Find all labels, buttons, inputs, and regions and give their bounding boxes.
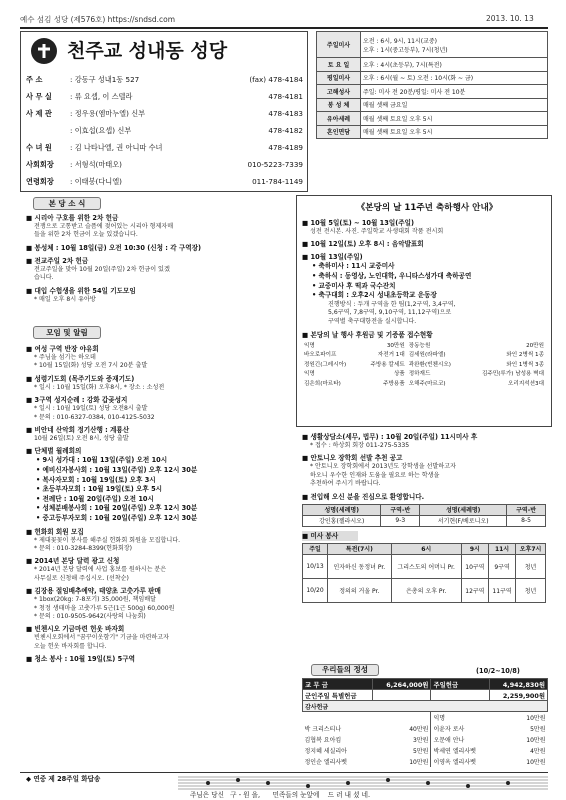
news-list xyxy=(26,213,288,307)
thanks-cell: 이영옥 엘리사벳 xyxy=(431,756,489,767)
table-cell: 강인홍(젤라시오) xyxy=(303,515,381,526)
notice-body: * 2014년 본당 달력에 사업 홍보를 원하시는 분은 사무실로 신청해 주십시오. (선착순) xyxy=(34,566,167,582)
thanks-cell: 10만원 xyxy=(526,758,546,766)
table-header-cell: 특전(7시) xyxy=(328,543,392,554)
event-sub-item: • 축구대회 : 오후2시 성내초등학교 운동장 xyxy=(312,291,437,300)
notice-body: 10월 26일(토) 오전 8시, 성당 출발 xyxy=(34,435,129,443)
lector-title: ■ 미사 봉사 xyxy=(302,531,358,541)
notice-body: 전쟁으로 고통받고 슬픔에 젖어있는 시리아 형제자매 들을 위한 2차 헌금이 오늘 있겠습니다. xyxy=(34,223,174,239)
notice-title: ■ 안토니오 장학회 선발 추천 공고 xyxy=(302,454,403,463)
bulletin-header-left: 예수 섬김 성당 (제576호) https://sndsd.com xyxy=(20,15,176,24)
notice-body: * 안토니오 장학회에서 2013년도 장학생을 선발하고자 하오니 우수한 인재와 도움을 필요로 하는 학생을 추천하여 주시기 바랍니다. xyxy=(310,463,456,488)
donor-cell: 정원긴(그레시아) xyxy=(304,361,347,368)
parish-row xyxy=(26,71,303,88)
parish-row xyxy=(26,105,303,122)
table-header-cell: 성명(세례명) xyxy=(303,504,381,515)
mass-value: 매월 셋째 토요일 오후 5시 xyxy=(361,125,548,139)
mass-value: 매월 셋째 토요일 오후 5시 xyxy=(361,112,548,126)
thanks-cell: 익명 xyxy=(431,712,489,723)
mass-label: 봉 성 체 xyxy=(317,98,361,112)
music-staff xyxy=(178,775,548,791)
parish-row-phone: 011-784-1149 xyxy=(252,177,303,186)
meetings-list xyxy=(26,344,288,667)
mass-row xyxy=(317,125,548,139)
table-header-cell: 6시 xyxy=(391,543,461,554)
thanks-cell: 5만원 xyxy=(413,747,429,755)
event-sub-item: • 축하식 : 동영상, 노인대학, 우니타스성가대 축하공연 xyxy=(312,272,472,280)
notice-title: ■ 생활상담소(세무, 법무) : 10월 20일(주일) 11시미사 후 xyxy=(302,433,478,441)
notice-title: ■ 비안네 산악회 정기산행 : 계룡산 xyxy=(26,426,130,435)
notice-title: ■ 단체별 월례회의 xyxy=(26,447,82,456)
anniversary-events xyxy=(302,218,546,388)
thanks-cell: 정인순 엘리사벳 xyxy=(304,758,347,766)
event-sub-item: • 축하미사 : 11시 교중미사 xyxy=(312,262,395,271)
notice-title: ■ 2014년 본당 달력 광고 신청 xyxy=(26,557,120,566)
parish-row-phone: (fax) 478-4184 xyxy=(249,75,303,84)
thanks-cell: 4만원 xyxy=(530,747,546,755)
mass-row xyxy=(317,58,548,72)
mass-row xyxy=(317,71,548,85)
table-header-cell: 9시 xyxy=(461,543,488,554)
thanks-cell: 5만원 xyxy=(530,725,546,733)
notice-title: ■ 전교주일 2차 헌금 xyxy=(26,256,89,265)
mass-row xyxy=(317,112,548,126)
notice-title: ■ 전입해 오신 분을 진심으로 환영합니다. xyxy=(302,492,425,501)
hymn-title: ◆ 연중 제 28주일 화답송 xyxy=(26,775,101,783)
donor-cell: 자전거 1대 xyxy=(377,352,405,359)
parish-row-value: : 정우용(엠마누엘) 신부 xyxy=(70,109,146,118)
notice-title: ■ 봉성체 : 10월 18일(금) 오전 10:30 (신청 : 각 구역장) xyxy=(26,243,202,252)
table-cell: 9-3 xyxy=(381,515,420,526)
donor-cell: 와인 2병씩 1종 xyxy=(506,352,544,359)
notice-title: ■ 김장용 절임배추예약, 태양초 고춧가루 판매 xyxy=(26,587,161,596)
parish-row-value: : 이태봉(다니엘) xyxy=(70,177,122,186)
parish-row-phone: 478-4181 xyxy=(268,92,303,101)
parish-row-phone: 478-4182 xyxy=(268,126,303,135)
notices-list xyxy=(302,432,546,603)
mass-value: 오후 : 4시(초등부), 7시(특전) xyxy=(361,58,548,72)
finance-cell xyxy=(373,690,431,701)
table-header-cell: 주일 xyxy=(303,543,328,554)
parish-row-value: : 강동구 성내1동 527 xyxy=(70,75,140,84)
meeting-item: • 성체분배봉사회 : 10월 20일(주일) 오후 12시 30분 xyxy=(36,504,198,513)
donors-table xyxy=(302,340,546,388)
table-cell: 11구역 xyxy=(488,578,515,602)
finance-title: 우리들의 정성 xyxy=(311,664,379,676)
notice-body: * 1box(20kg: 7-8포기) 35,000원, 책임배달 * 청정 생태마을 고춧가루 5근(1근 500g) 60,000원 * 문의 : 010-9505-9642(사랑의 나눔회) xyxy=(34,596,175,621)
thanks-cell: 40만원 xyxy=(409,725,429,733)
table-cell: 정의의 거울 Pr. xyxy=(328,578,392,602)
parish-row-value: : 서형석(마태오) xyxy=(70,160,122,169)
event-sub-item: • 교중미사 후 떡과 국수잔치 xyxy=(312,281,396,290)
notice-body: * 접수 : 하상회 회장 011-275-5335 xyxy=(310,442,410,449)
finance-cell: 군인주일 특별헌금 xyxy=(303,690,373,701)
thanks-cell: 3만원 xyxy=(413,736,429,744)
meeting-item: • 복사자모회 : 10월 19일(토) 오후 3시 xyxy=(36,475,156,484)
donor-cell: 익명 xyxy=(304,342,315,349)
meetings-section-title: 모임 및 알림 xyxy=(33,326,101,339)
mass-schedule-table xyxy=(316,31,548,139)
lector-table xyxy=(302,543,546,603)
donor-cell: 정하재드 xyxy=(408,371,431,378)
notice-body: * 일시 : 10월 19일(토) 성당 오전8시 출발 * 문의 : 010-6327-0384, 010-4125-5032 xyxy=(34,405,155,421)
mass-label: 평일미사 xyxy=(317,71,361,85)
notice-title: ■ 대입 수험생을 위한 54일 기도모임 xyxy=(26,286,136,295)
donor-cell: 바오로파이프 xyxy=(304,352,337,359)
thanks-cell: 김협복 요아킴 xyxy=(304,736,342,744)
finance-cell: 4,942,830원 xyxy=(489,679,547,690)
meeting-item: • 초등부자모회 : 10월 19일(토) 오후 5시 xyxy=(36,485,163,494)
parish-row-phone: 478-4189 xyxy=(268,143,303,152)
table-header-cell: 11시 xyxy=(488,543,515,554)
finance-cell: 교 무 금 xyxy=(303,679,373,690)
parish-row-value: : 김 나타나엘, 권 아니따 수녀 xyxy=(70,143,163,152)
welcome-table xyxy=(302,504,546,527)
parish-row xyxy=(26,88,303,105)
notice-body: * 주님을 섬기는 하오데 * 10월 15일(화) 성당 오전 7시 20분 출발 xyxy=(34,354,148,370)
event-sub-body: 진행방식 : 두개 구역을 한 팀(1,2구역, 3,4구역, 5,6구역, 7,8구역, 9,10구역, 11,12구역)으로 구역별 축구대항전을 실시합니다. xyxy=(328,300,456,325)
parish-row xyxy=(26,139,303,156)
parish-name: 천주교 성내동 성당 xyxy=(67,40,228,62)
notice-title: ■ 3구역 성지순례 : 강화 갑곶성지 xyxy=(26,396,128,405)
table-header-cell: 구역-반 xyxy=(381,504,420,515)
donors-title: ■ 본당의 날 행사 후원금 및 기증품 접수현황 xyxy=(302,331,433,339)
thanks-cell: 정지혜 세실리아 xyxy=(304,747,347,755)
donor-cell: 주방용 칼세트 xyxy=(370,361,405,368)
finance-period: (10/2~10/8) xyxy=(476,667,520,675)
donor-cell: 상품 xyxy=(393,371,405,378)
thanks-cell: 박 크리스티나 xyxy=(304,725,342,733)
table-cell: 서기현(F/베로니오) xyxy=(420,515,507,526)
donor-cell: 오리지석션3대 xyxy=(508,380,544,387)
notice-title: ■ 10월 13일(주일) xyxy=(302,253,363,262)
mass-label: 유아세례 xyxy=(317,112,361,126)
parish-row xyxy=(26,173,303,190)
donor-cell: 장동능원 xyxy=(408,342,431,349)
donor-cell: 20만원 xyxy=(526,342,544,349)
table-cell: 12구역 xyxy=(461,578,488,602)
donor-cell: 와인 1병씩 3종 xyxy=(506,361,544,368)
table-cell: 청년 xyxy=(516,578,546,602)
parish-row-value: : 이효섭(요셉) 신부 xyxy=(70,126,132,135)
donor-cell: 주방용품 xyxy=(383,380,405,387)
mass-row xyxy=(317,98,548,112)
table-cell: 그리스도의 어머니 Pr. xyxy=(391,554,461,578)
table-cell: 청년 xyxy=(516,554,546,578)
notice-title: ■ 청소 봉사 : 10월 19일(토) 5구역 xyxy=(26,655,135,664)
notice-body: * 제대꽃꽂이 봉사를 해주실 헌화회 회원을 모집합니다. * 문의 : 010-3284-8399(헌화회장) xyxy=(34,536,181,552)
finance-cell: 2,259,900원 xyxy=(489,690,547,701)
parish-row-label: 사 무 실 xyxy=(26,92,52,101)
thanks-cell: 이윤자 로사 xyxy=(431,723,489,734)
table-cell: 10/13 xyxy=(303,554,328,578)
notice-body: 성전 전시본. 사진. 주일학교 사생대회 작품 전시회 xyxy=(310,228,444,235)
thanks-cell xyxy=(373,712,431,723)
notice-title: ■ 빈첸시오 기금마련 헌옷 바자회 xyxy=(26,625,125,634)
thanks-cell: 10만원 xyxy=(409,758,429,766)
mass-value: 매월 셋째 금요일 xyxy=(361,98,548,112)
parish-row xyxy=(26,156,303,173)
mass-row xyxy=(317,32,548,58)
donor-cell: 김주민(루가) 남성용 벽대 xyxy=(482,371,544,378)
donor-cell: 곽완환(빈첸시오) xyxy=(408,361,451,368)
meeting-item: • 중고등부자모회 : 10월 20일(주일) 오후 12시 30분 xyxy=(36,514,198,522)
notice-title: ■ 10월 12일(토) 오후 8시 : 음악발표회 xyxy=(302,240,424,249)
mass-label: 혼인면담 xyxy=(317,125,361,139)
parish-logo-icon xyxy=(31,38,57,64)
finance-cell: 6,264,000원 xyxy=(373,679,431,690)
notice-title: ■ 10월 5일(토) ~ 10월 13일(주일) xyxy=(302,219,414,227)
table-header-cell: 성명(세례명) xyxy=(420,504,507,515)
parish-contact-list xyxy=(26,71,303,190)
notice-body: 빈첸시오회에서 "꿈꾸이옷함기" 기금을 마련하고자 오늘 헌옷 바자회를 합니다. xyxy=(34,634,170,650)
thanks-cell xyxy=(303,712,373,723)
table-cell: 10/20 xyxy=(303,578,328,602)
parish-row-label: 주 소 xyxy=(26,75,43,84)
table-cell: 은총의 오후 Pr. xyxy=(391,578,461,602)
mass-label: 토 요 일 xyxy=(317,58,361,72)
table-cell: 인자하신 동정녀 Pr. xyxy=(328,554,392,578)
table-header-cell: 오후7시 xyxy=(516,543,546,554)
notice-body: * 일시 : 10월 15일(화) 오후8시, * 장소 : 소성전 xyxy=(34,383,165,391)
notice-title: ■ 시리아 구호를 위한 2차 헌금 xyxy=(26,214,119,222)
mass-row xyxy=(317,85,548,99)
parish-row-value: : 류 요셉, 이 스텔라 xyxy=(70,92,133,101)
donor-cell: 김세원(라파엘) xyxy=(408,352,446,359)
thanks-cell: 10만원 xyxy=(526,714,546,722)
mass-value: 주일: 미사 전 20분/평일: 미사 전 10분 xyxy=(361,85,548,99)
notice-title: ■ 성령기도회 (목주기도와 증재기도) xyxy=(26,374,135,383)
finance-cell xyxy=(431,690,489,701)
parish-row-phone: 010-5223-7339 xyxy=(247,160,303,169)
parish-row xyxy=(26,122,303,139)
table-cell: 10구역 xyxy=(461,554,488,578)
parish-row-label: 연령회장 xyxy=(26,177,54,186)
parish-row-label: 사회회장 xyxy=(26,160,54,169)
thanks-cell: 박세연 엘리사벳 xyxy=(431,745,489,756)
bulletin-date: 2013. 10. 13 xyxy=(486,14,534,23)
table-cell: 9구역 xyxy=(488,554,515,578)
parish-row-label xyxy=(26,122,70,139)
table-header-cell: 구역-반 xyxy=(507,504,546,515)
table-cell: 8-5 xyxy=(507,515,546,526)
donor-cell: 김은희(마르타) xyxy=(304,380,341,387)
donor-cell: 오해주(마르코) xyxy=(408,380,446,387)
finance-table xyxy=(302,678,548,767)
mass-value: 오전 : 6시, 9시, 11시(교중) 오후 : 1시(중고등부), 7시(청년) xyxy=(361,32,548,58)
donor-cell: 익명 xyxy=(304,371,315,378)
meeting-item: • 예비신자봉사회 : 10월 13일(주일) 오후 12시 30분 xyxy=(36,466,198,475)
parish-row-label: 수 녀 원 xyxy=(26,143,52,152)
thanks-title: 감사헌금 xyxy=(303,701,548,712)
news-section-title: 본 당 소 식 xyxy=(33,197,101,210)
mass-value: 오후 : 6시(월 ~ 토) 오전 : 10시(화 ~ 금) xyxy=(361,71,548,85)
thanks-cell: 10만원 xyxy=(526,736,546,744)
parish-row-label: 사 제 관 xyxy=(26,109,52,118)
mass-label: 주일미사 xyxy=(317,32,361,58)
thanks-cell: 오문애 안나 xyxy=(431,734,489,745)
notice-body: 전교주일을 맞아 10월 20일(주일) 2차 헌금이 있겠 습니다. xyxy=(34,265,170,282)
anniversary-title: 《본당의 날 11주년 축하행사 안내》 xyxy=(356,203,498,213)
hymn-lyrics: 주님은 당신 구 - 원 을, 민족들의 눈앞에 드 러 내 셨 네. xyxy=(190,791,371,799)
notice-body: * 매일 오후 8시 유아방 xyxy=(34,295,96,303)
meeting-item: • 전례단 : 10월 20일(주일) 오전 10시 xyxy=(36,494,154,503)
notice-title: ■ 헌화회 회원 모집 xyxy=(26,527,84,536)
mass-label: 고해성사 xyxy=(317,85,361,99)
notice-title: ■ 여성 구역 반장 야유회 xyxy=(26,345,99,353)
finance-cell: 주일헌금 xyxy=(431,679,489,690)
meeting-item: • 9시 성가대 : 10월 13일(주일) 오전 10시 xyxy=(36,456,168,465)
donor-cell: 30만원 xyxy=(386,342,405,349)
parish-row-phone: 478-4183 xyxy=(268,109,303,118)
